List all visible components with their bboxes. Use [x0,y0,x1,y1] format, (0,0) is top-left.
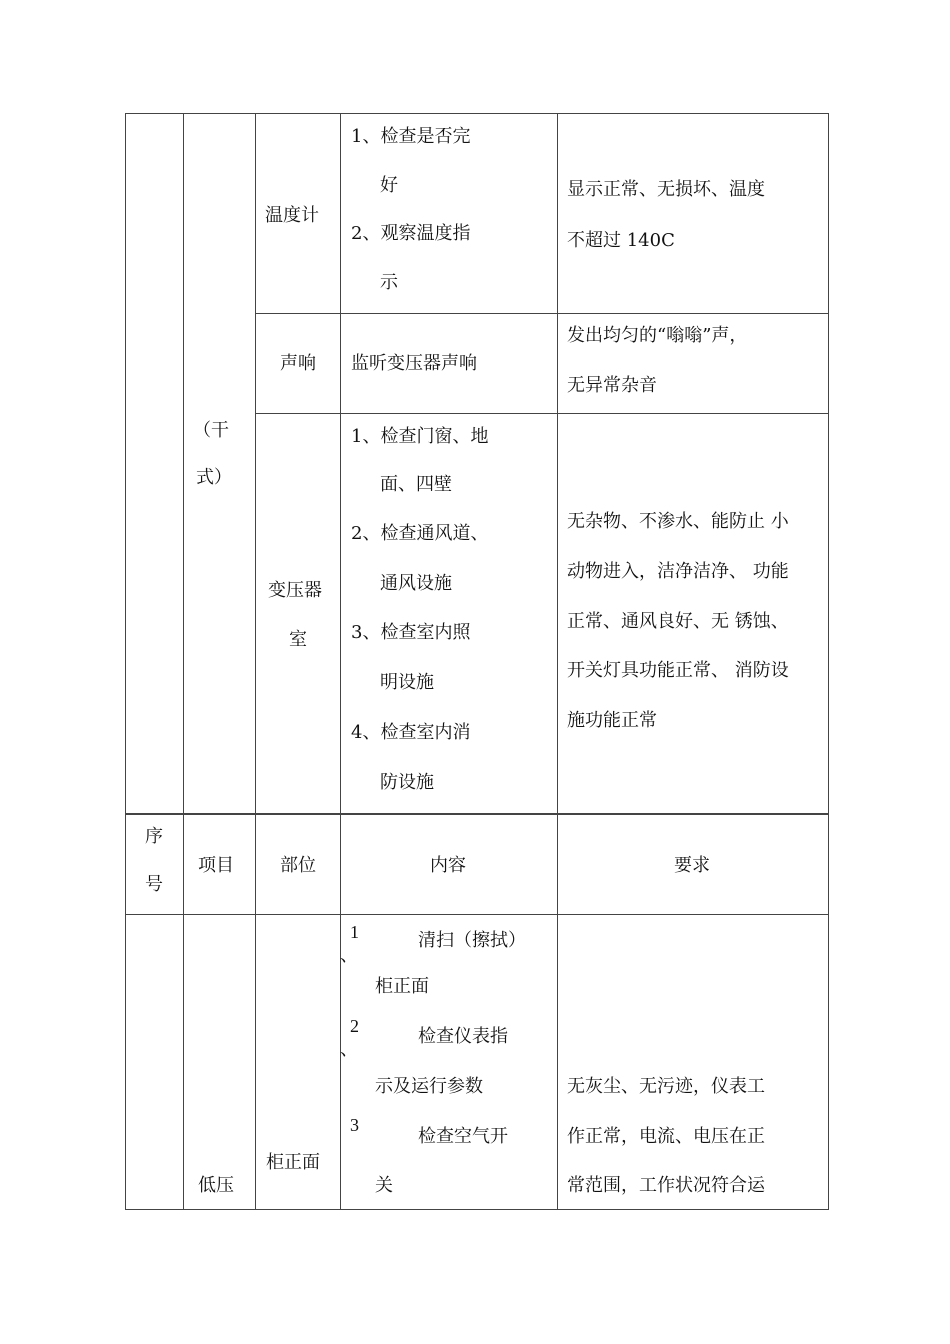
content-line: 柜正面 [375,976,429,997]
content-line: 防设施 [380,772,434,793]
item-mark: 、 [340,1039,358,1060]
requirement-line: 常范围，工作状况符合运 [567,1175,765,1196]
header-requirement: 要求 [674,855,710,876]
requirement-line: 作正常，电流、电压在正 [567,1126,765,1147]
header-seq-line1: 序 [145,826,163,847]
v-line-4 [557,113,558,1210]
content-line: 3、检查室内照 [351,622,471,643]
project-cell: 低压 [198,1175,234,1196]
requirement-line: 发出均匀的“嗡嗡”声， [567,325,748,346]
requirement-line: 施功能正常 [567,710,657,731]
content-line: 明设施 [380,672,434,693]
requirement-line: 正常、通风良好、无 锈蚀、 [567,611,789,632]
content-line: 面、四壁 [380,474,452,495]
content-line: 好 [380,175,398,196]
v-line-2 [255,113,256,1210]
item-mark: 、 [340,945,358,966]
content-line: 检查空气开 [418,1126,508,1147]
header-project: 项目 [198,855,234,876]
h-line-row2 [255,413,829,414]
h-line-header-top [125,813,829,815]
header-content: 内容 [430,855,466,876]
requirement-line: 开关灯具功能正常、 消防设 [567,660,789,681]
item-number: 3 [350,1115,359,1135]
content-line: 清扫（擦拭） [418,930,526,951]
content-line: 通风设施 [380,573,452,594]
content-line: 监听变压器声响 [351,353,477,374]
content-line: 检查仪表指 [418,1026,508,1047]
content-line: 1、检查是否完 [351,126,471,147]
part-cell: 温度计 [265,205,319,226]
item-number: 1 [350,922,359,942]
content-line: 关 [375,1175,393,1196]
content-line: 示及运行参数 [375,1076,483,1097]
v-line-0 [125,113,126,1210]
part-cell-line1: 变压器 [268,580,322,601]
header-part: 部位 [280,855,316,876]
part-cell: 声响 [280,353,316,374]
part-cell-line2: 室 [289,629,307,650]
h-line-top [125,113,829,114]
requirement-line: 无异常杂音 [567,375,657,396]
content-line: 2、检查通风道、 [351,523,489,544]
requirement-line: 显示正常、无损坏、温度 [567,179,765,200]
header-seq-line2: 号 [145,874,163,895]
content-line: 示 [380,272,398,293]
v-line-1 [183,113,184,1210]
requirement-line: 无灰尘、无污迹，仪表工 [567,1076,765,1097]
item-number: 2 [350,1016,359,1036]
requirement-line: 无杂物、不渗水、能防止 小 [567,511,789,532]
requirement-line: 动物进入，洁净洁净、 功能 [567,561,789,582]
h-line-header-bottom [125,914,829,915]
content-line: 2、观察温度指 [351,223,471,244]
content-line: 4、检查室内消 [351,722,471,743]
requirement-line: 不超过 140C [567,230,675,251]
h-line-row1 [255,313,829,314]
h-line-bottom [125,1209,829,1210]
content-line: 1、检查门窗、地 [351,426,489,447]
project-label-line1: （干 [193,420,229,441]
v-line-5 [828,113,829,1210]
part-cell: 柜正面 [266,1152,320,1173]
project-label-line2: 式） [196,467,232,488]
